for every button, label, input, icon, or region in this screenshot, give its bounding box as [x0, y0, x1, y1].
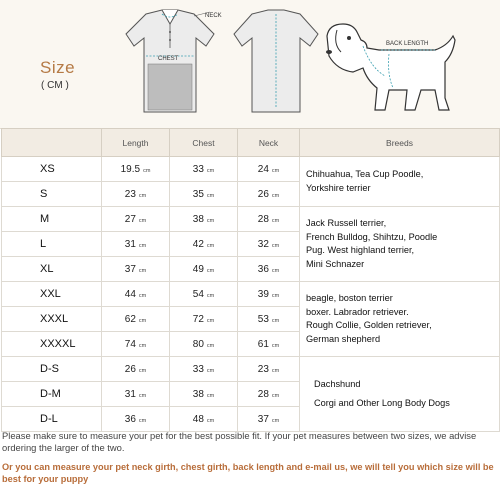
neck-cell	[238, 157, 300, 182]
unit-label: cm	[138, 392, 147, 399]
chest-cell	[170, 257, 238, 282]
dog-illustration	[323, 16, 463, 120]
size-cell: XXL	[2, 282, 102, 307]
length-cell	[102, 307, 170, 332]
unit-label: cm	[138, 192, 147, 199]
unit-label: cm	[138, 292, 147, 299]
neck-cell	[238, 382, 300, 407]
unit-label: cm	[271, 292, 280, 299]
size-guide-header	[0, 0, 500, 129]
size-cell: XL	[2, 257, 102, 282]
size-cell: M	[2, 207, 102, 232]
size-cell: D-S	[2, 357, 102, 382]
neck-cell	[238, 207, 300, 232]
length-value: 44	[124, 288, 136, 300]
size-cell: D-L	[2, 407, 102, 432]
chest-value: 72	[192, 313, 204, 325]
chest-value: 35	[192, 188, 204, 200]
length-cell	[102, 232, 170, 257]
unit-label: cm	[271, 167, 280, 174]
neck-value: 23	[257, 363, 269, 375]
breed-line: German shepherd	[306, 333, 381, 344]
unit-label: cm	[206, 317, 215, 324]
table-header-row	[2, 129, 500, 157]
neck-cell	[238, 232, 300, 257]
unit-label: cm	[143, 167, 151, 174]
breed-line: Mini Schnazer	[306, 258, 365, 269]
neck-value: 28	[257, 213, 269, 225]
chest-value: 33	[192, 163, 204, 175]
neck-value: 26	[257, 188, 269, 200]
length-value: 31	[124, 388, 136, 400]
breed-group-cell	[300, 207, 500, 282]
unit-label: cm	[271, 392, 280, 399]
neck-value: 36	[257, 263, 269, 275]
neck-value: 28	[257, 388, 269, 400]
contact-note: Or you can measure your pet neck girth, chest girth, back length and e-mail us, we will tell you which size will be best for your puppy	[2, 462, 494, 484]
length-value: 62	[124, 313, 136, 325]
length-cell	[102, 207, 170, 232]
unit-label: cm	[271, 217, 280, 224]
size-title: Size	[40, 58, 76, 77]
length-cell	[102, 382, 170, 407]
chest-cell	[170, 357, 238, 382]
neck-value: 32	[257, 238, 269, 250]
unit-label: cm	[271, 367, 280, 374]
length-cell	[102, 257, 170, 282]
chest-cell	[170, 307, 238, 332]
unit-label: cm	[138, 342, 147, 349]
chest-cell	[170, 207, 238, 232]
unit-label: cm	[138, 367, 147, 374]
breed-line: Pug. West highland terrier,	[306, 245, 415, 255]
chest-value: 48	[192, 413, 204, 425]
measure-note: Please make sure to measure your pet for the best possible fit. If your pet measures between two sizes, we advise ordering the larger of the two.	[2, 430, 477, 453]
column-header-neck: Neck	[238, 129, 300, 157]
unit-label: cm	[138, 217, 147, 224]
neck-cell	[238, 332, 300, 357]
neck-cell	[238, 357, 300, 382]
size-cell: S	[2, 182, 102, 207]
breed-line: Yorkshire terrier	[306, 182, 371, 193]
column-header-chest: Chest	[170, 129, 238, 157]
length-value: 74	[124, 338, 136, 350]
table-row	[2, 207, 500, 232]
column-header-breeds: Breeds	[300, 129, 500, 157]
unit-label: cm	[138, 317, 147, 324]
column-header-length: Length	[102, 129, 170, 157]
length-value: 23	[124, 188, 136, 200]
size-unit: ( CM )	[41, 80, 69, 91]
breed-line: beagle, boston terrier	[306, 293, 393, 303]
neck-cell	[238, 282, 300, 307]
chest-cell	[170, 407, 238, 432]
breed-line: Rough Collie, Golden retriever,	[306, 320, 432, 330]
chest-cell	[170, 282, 238, 307]
length-value: 31	[124, 238, 136, 250]
neck-label: NECK	[205, 13, 222, 19]
unit-label: cm	[271, 192, 280, 199]
neck-value: 61	[257, 338, 269, 350]
neck-value: 24	[257, 163, 269, 175]
table-row	[2, 157, 500, 182]
length-value: 26	[124, 363, 136, 375]
length-cell	[102, 357, 170, 382]
neck-value: 53	[257, 313, 269, 325]
size-cell: XS	[2, 157, 102, 182]
size-cell: XXXXL	[2, 332, 102, 357]
unit-label: cm	[206, 242, 215, 249]
chest-cell	[170, 182, 238, 207]
chest-cell	[170, 157, 238, 182]
chest-value: 80	[192, 338, 204, 350]
chest-label: CHEST	[158, 56, 179, 62]
chest-cell	[170, 232, 238, 257]
length-cell	[102, 332, 170, 357]
chest-cell	[170, 382, 238, 407]
length-cell	[102, 407, 170, 432]
unit-label: cm	[138, 267, 147, 274]
shirt-back-illustration	[230, 8, 322, 118]
length-cell	[102, 282, 170, 307]
unit-label: cm	[206, 192, 215, 199]
unit-label: cm	[271, 417, 280, 424]
size-cell: L	[2, 232, 102, 257]
breed-group-cell	[300, 282, 500, 357]
breed-group-cell	[300, 357, 500, 432]
unit-label: cm	[206, 292, 215, 299]
table-row	[2, 282, 500, 307]
unit-label: cm	[206, 267, 215, 274]
unit-label: cm	[271, 242, 280, 249]
chest-value: 54	[192, 288, 204, 300]
size-cell: XXXL	[2, 307, 102, 332]
unit-label: cm	[206, 217, 215, 224]
neck-cell	[238, 307, 300, 332]
dog-back-length-label: BACK LENGTH	[386, 41, 429, 47]
length-value: 19.5	[120, 163, 141, 175]
unit-label: cm	[206, 417, 215, 424]
chest-value: 38	[192, 213, 204, 225]
length-cell	[102, 157, 170, 182]
unit-label: cm	[206, 367, 215, 374]
neck-value: 37	[257, 413, 269, 425]
chest-cell	[170, 332, 238, 357]
unit-label: cm	[271, 267, 280, 274]
breed-line: Chihuahua, Tea Cup Poodle,	[306, 169, 424, 179]
breed-group-cell	[300, 157, 500, 207]
chest-value: 49	[192, 263, 204, 275]
neck-cell	[238, 182, 300, 207]
unit-label: cm	[206, 167, 215, 174]
unit-label: cm	[271, 342, 280, 349]
length-value: 27	[124, 213, 136, 225]
length-value: 37	[124, 263, 136, 275]
length-cell	[102, 182, 170, 207]
length-value: 36	[124, 413, 136, 425]
unit-label: cm	[206, 342, 215, 349]
unit-label: cm	[138, 417, 147, 424]
breed-line: boxer. Labrador retriever.	[306, 306, 409, 317]
chest-value: 33	[192, 363, 204, 375]
chest-value: 42	[192, 238, 204, 250]
column-header-size	[2, 129, 102, 157]
neck-value: 39	[257, 288, 269, 300]
neck-cell	[238, 407, 300, 432]
breed-line: French Bulldog, Shihtzu, Poodle	[306, 231, 438, 242]
unit-label: cm	[271, 317, 280, 324]
breed-line: Jack Russell terrier,	[306, 218, 387, 228]
size-cell: D-M	[2, 382, 102, 407]
neck-cell	[238, 257, 300, 282]
chest-value: 38	[192, 388, 204, 400]
breed-line: Corgi and Other Long Body Dogs	[314, 398, 450, 408]
breed-line: Dachshund	[314, 378, 361, 389]
table-row	[2, 357, 500, 382]
unit-label: cm	[138, 242, 147, 249]
size-table	[1, 128, 500, 432]
unit-label: cm	[206, 392, 215, 399]
